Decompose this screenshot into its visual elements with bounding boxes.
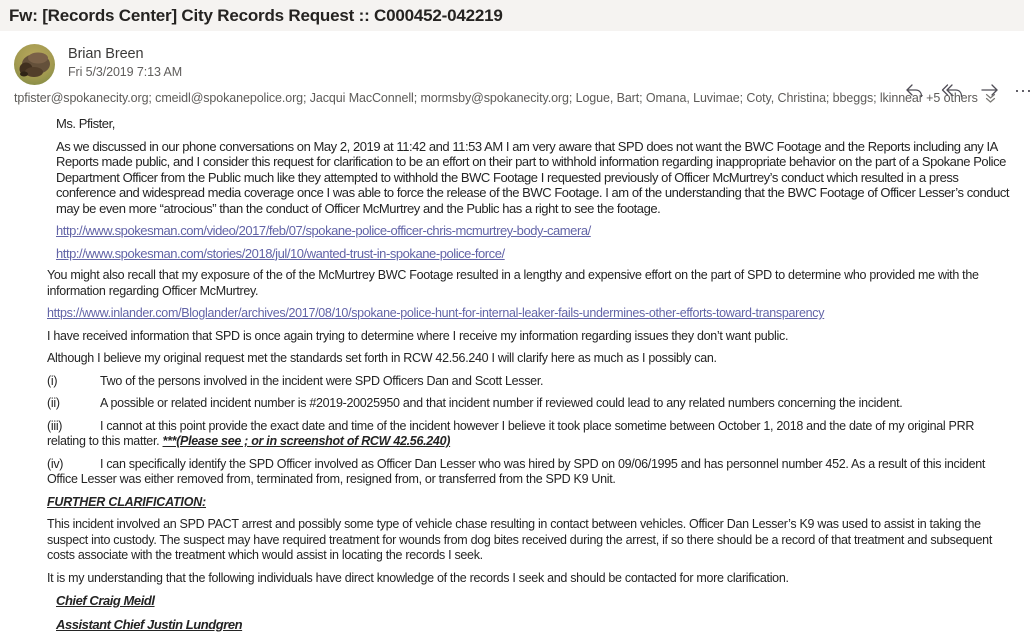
paragraph-5: This incident involved an SPD PACT arrest and possibly some type of vehicle chase resulting in contact between vehicles. Officer Dan Lesser’s K9 was used to assist in taking the suspect into custody. The suspect may have required treatment for wounds from dog bites received during the arrest, if so there should be a record of that treatment and subsequent costs associate with the treatment which would assist in locating the records I seek. xyxy=(47,517,993,562)
message-timestamp: Fri 5/3/2019 7:13 AM xyxy=(68,65,183,79)
list-item-i xyxy=(47,374,1012,390)
list-text: I can specifically identify the SPD Officer involved as Officer Dan Lesser who was hired by SPD on 09/06/1995 and has personnel number 452. As a result of this incident Office Lesser was either removed from, terminated from, resigned from, or transferred from the SPD K9 Unit. xyxy=(47,456,986,486)
message-subject-bar xyxy=(0,0,1024,31)
bison-avatar-image xyxy=(14,44,55,85)
reply-button[interactable] xyxy=(900,79,928,103)
message-subject: Fw: [Records Center] City Records Request :: C000452-042219 xyxy=(9,5,503,25)
list-number: (iv) xyxy=(47,456,64,471)
list-number: (i) xyxy=(47,373,58,388)
reply-all-button[interactable] xyxy=(938,79,966,103)
list-item-iv xyxy=(47,457,1012,488)
list-text: A possible or related incident number is #2019-20025950 and that incident number if reviewed could lead to any related numbers concerning the incident. xyxy=(100,396,903,410)
paragraph-6: It is my understanding that the following individuals have direct knowledge of the records I seek and should be contacted for more clarification. xyxy=(47,570,789,585)
salutation: Ms. Pfister, xyxy=(56,116,115,131)
paragraph-1: As we discussed in our phone conversations on May 2, 2019 at 11:42 and 11:53 AM I am very aware that SPD does not want the BWC Footage and the Reports including any IA Reports made public, and I consider this request for clarification to be an effort on their part to withhold information regarding inappropriate behavior on the part of a Spokane Police Department Officer from the Public much like they attempted to withhold the BWC Footage I requested previously of Officer McMurtrey’s conduct which resulted in a press conference and widespread media coverage once I was able to force the release of the BWC Footage. I am of the understanding that the BWC Footage of Officer Lesser’s conduct may be even more “atrocious” than the conduct of Officer McMurtrey and the Public has a right to see the footage. xyxy=(56,138,1010,216)
paragraph-4: Although I believe my original request met the standards set forth in RCW 42.56.240 I will clarify here as much as I possibly can. xyxy=(47,351,717,365)
reply-icon xyxy=(904,83,924,99)
contact-chief: Chief Craig Meidl xyxy=(56,593,155,608)
reply-all-icon xyxy=(941,83,964,99)
sender-name[interactable]: Brian Breen xyxy=(68,46,144,62)
contact-assistant-chief: Assistant Chief Justin Lundgren xyxy=(56,616,243,632)
forward-icon xyxy=(980,83,1000,99)
list-text: Two of the persons involved in the incident were SPD Officers Dan and Scott Lesser. xyxy=(100,373,544,388)
avatar[interactable] xyxy=(14,44,55,85)
list-number: (iii) xyxy=(47,418,63,433)
list-emphasis: ***(Please see ; or in screenshot of RCW 42.56.240) xyxy=(162,434,451,448)
paragraph-2: You might also recall that my exposure of the of the McMurtrey BWC Footage resulted in a lengthy and expensive effort on the part of SPD to determine who provided me with the information regarding Officer McMurtrey. xyxy=(47,268,979,298)
list-text: I cannot at this point provide the exact date and time of the incident however I believe it took place sometime between October 1, 2018 and the date of my original PRR relating to this matter. xyxy=(47,418,975,448)
forward-button[interactable] xyxy=(976,79,1004,103)
recipients-text: tpfister@spokanecity.org; cmeidl@spokanepolice.org; Jacqui MacConnell; mormsby@spokanecity.org; Logue, Bart; Omana, Luvimae; Coty, Christina; bbeggs; lkinnear +5 others xyxy=(14,91,978,105)
message-header xyxy=(0,31,1033,105)
list-number: (ii) xyxy=(47,396,60,410)
recipients-line[interactable] xyxy=(14,91,1010,105)
email-body xyxy=(0,105,1024,632)
more-actions-button[interactable]: ⋯ xyxy=(1014,81,1033,101)
list-item-ii xyxy=(47,396,1012,412)
further-clarification-heading: FURTHER CLARIFICATION: xyxy=(47,494,207,509)
paragraph-3: I have received information that SPD is once again trying to determine where I receive my information regarding issues they don’t want public. xyxy=(47,328,789,343)
link-spokesman-stories[interactable]: http://www.spokesman.com/stories/2018/jul/10/wanted-trust-in-spokane-police-force/ xyxy=(56,245,505,261)
link-spokesman-video[interactable]: http://www.spokesman.com/video/2017/feb/07/spokane-police-officer-chris-mcmurtrey-body-camera/ xyxy=(56,223,591,238)
message-actions-toolbar xyxy=(900,79,1033,103)
list-item-iii xyxy=(47,419,1012,450)
link-inlander-article[interactable]: https://www.inlander.com/Bloglander/archives/2017/08/10/spokane-police-hunt-for-internal-leaker-fails-undermines-other-efforts-toward-transparency xyxy=(47,306,825,320)
